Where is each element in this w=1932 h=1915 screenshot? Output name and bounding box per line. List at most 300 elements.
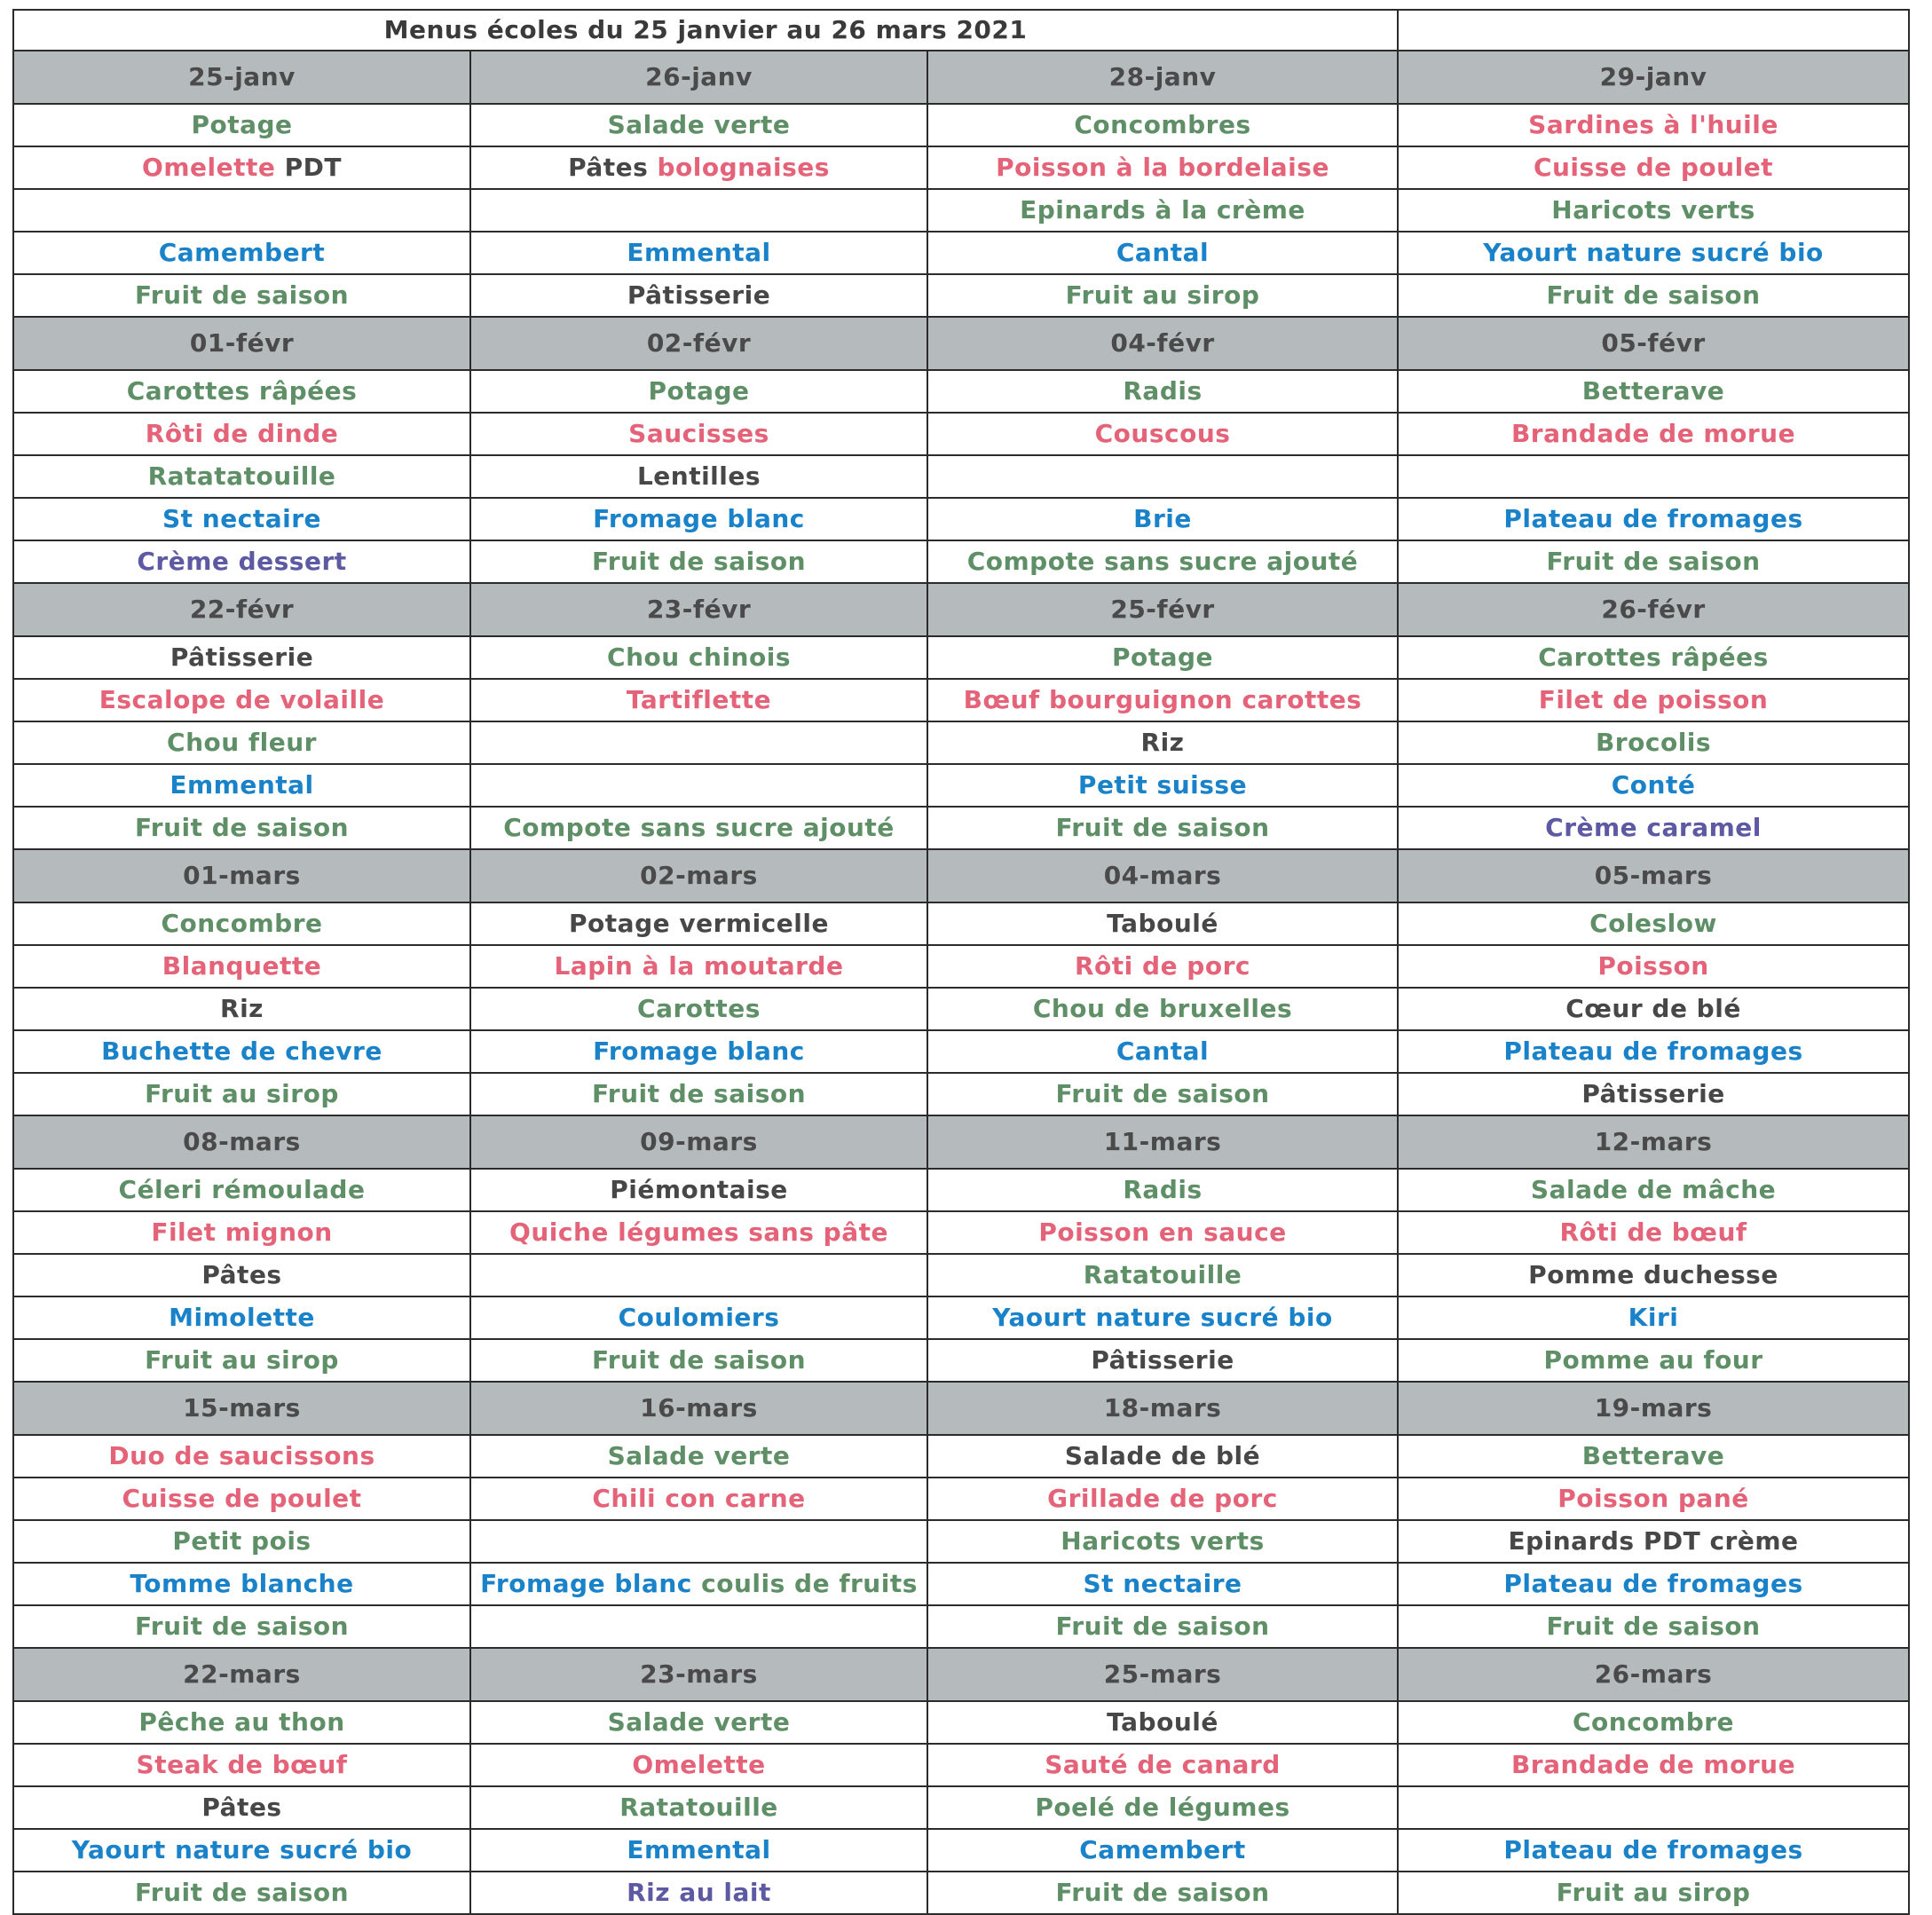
menu-item: Crème dessert xyxy=(137,547,347,576)
menu-cell xyxy=(13,721,470,764)
menu-cell xyxy=(1398,1701,1909,1744)
menu-row xyxy=(13,370,1909,413)
menu-cell xyxy=(13,636,470,679)
menu-row xyxy=(13,274,1909,317)
menu-cell xyxy=(13,189,470,232)
menu-item: Buchette de chevre xyxy=(101,1036,382,1066)
menu-cell xyxy=(13,1296,470,1339)
menu-row xyxy=(13,679,1909,721)
menu-item: Omelette xyxy=(632,1750,766,1779)
menu-item: Pâtes xyxy=(201,1260,282,1289)
menu-cell xyxy=(927,189,1398,232)
menu-item: Yaourt nature sucré bio xyxy=(1483,238,1824,267)
menu-item: Mimolette xyxy=(169,1303,315,1332)
menu-row xyxy=(13,1605,1909,1648)
menu-item: Filet mignon xyxy=(151,1218,333,1247)
menu-cell xyxy=(1398,498,1909,540)
menu-item: Potage vermicelle xyxy=(569,909,829,938)
menu-row xyxy=(13,1520,1909,1563)
menu-item: Sauté de canard xyxy=(1045,1750,1281,1779)
menu-cell xyxy=(1398,1296,1909,1339)
menu-cell xyxy=(1398,636,1909,679)
date-header: 19-mars xyxy=(1398,1382,1909,1435)
menu-item: Conté xyxy=(1611,770,1696,800)
menu-item: Plateau de fromages xyxy=(1503,1569,1803,1598)
date-header: 28-janv xyxy=(927,51,1398,104)
menu-item: Pâtisserie xyxy=(170,642,314,672)
menu-item: Betterave xyxy=(1581,1441,1725,1470)
menu-item: bolognaises xyxy=(657,153,830,182)
menu-cell xyxy=(1398,1744,1909,1786)
menu-row xyxy=(13,945,1909,988)
menu-item: Taboulé xyxy=(1107,1707,1218,1737)
menu-row xyxy=(13,988,1909,1030)
menu-cell xyxy=(13,1563,470,1605)
menu-cell xyxy=(1398,1211,1909,1254)
menu-row xyxy=(13,902,1909,945)
date-header: 02-mars xyxy=(470,849,927,902)
menu-cell xyxy=(927,498,1398,540)
menu-item: Concombres xyxy=(1074,110,1251,139)
menu-item: Coleslow xyxy=(1589,909,1717,938)
menu-item: Haricots verts xyxy=(1061,1526,1265,1556)
menu-cell xyxy=(927,540,1398,583)
date-header: 22-févr xyxy=(13,583,470,636)
menu-cell xyxy=(13,1435,470,1478)
menu-cell xyxy=(470,721,927,764)
menu-row xyxy=(13,1478,1909,1520)
menu-item: Brandade de morue xyxy=(1510,419,1796,448)
menu-cell xyxy=(1398,1520,1909,1563)
menu-cell xyxy=(13,945,470,988)
menu-cell xyxy=(470,807,927,849)
menu-item: Ratatatouille xyxy=(147,461,336,491)
menu-cell xyxy=(1398,764,1909,807)
date-header: 25-févr xyxy=(927,583,1398,636)
menu-cell xyxy=(1398,146,1909,189)
menu-item: Fruit au sirop xyxy=(145,1079,339,1108)
menu-item: Duo de saucissons xyxy=(108,1441,375,1470)
menu-item: Poisson pané xyxy=(1557,1484,1749,1513)
menu-cell xyxy=(1398,1073,1909,1115)
menu-cell xyxy=(1398,1435,1909,1478)
menu-cell xyxy=(470,274,927,317)
menu-item: Piémontaise xyxy=(610,1175,788,1204)
menu-cell xyxy=(927,1254,1398,1296)
menu-item: Yaourt nature sucré bio xyxy=(992,1303,1333,1332)
menu-item: Brandade de morue xyxy=(1510,1750,1796,1779)
menu-item: Fruit de saison xyxy=(134,280,350,310)
menu-item: Quiche légumes sans pâte xyxy=(509,1218,888,1247)
menu-item: coulis de fruits xyxy=(691,1569,918,1598)
menu-cell xyxy=(13,274,470,317)
date-header: 22-mars xyxy=(13,1648,470,1701)
menu-item: Fromage blanc xyxy=(593,1036,805,1066)
menu-row xyxy=(13,1296,1909,1339)
menu-cell xyxy=(1398,540,1909,583)
menu-item: Fruit de saison xyxy=(1546,280,1761,310)
menu-item: Radis xyxy=(1123,1175,1203,1204)
menu-cell xyxy=(1398,1872,1909,1914)
menu-item: Tartiflette xyxy=(626,685,772,714)
menu-row xyxy=(13,1744,1909,1786)
menu-cell xyxy=(927,764,1398,807)
menu-item: Fruit de saison xyxy=(591,547,807,576)
menu-row xyxy=(13,1829,1909,1872)
date-header-row xyxy=(13,1115,1909,1169)
menu-cell xyxy=(927,1520,1398,1563)
menu-item: Fruit de saison xyxy=(1546,1612,1761,1641)
menu-item: Sardines à l'huile xyxy=(1528,110,1778,139)
menu-row xyxy=(13,1701,1909,1744)
menu-cell xyxy=(470,540,927,583)
menu-item: Emmental xyxy=(627,1835,771,1864)
menu-item: Céleri rémoulade xyxy=(118,1175,366,1204)
menu-table-body xyxy=(13,10,1909,1914)
date-header-row xyxy=(13,51,1909,104)
menu-item: Salade verte xyxy=(607,110,791,139)
date-header: 23-févr xyxy=(470,583,927,636)
menu-row xyxy=(13,498,1909,540)
menu-cell xyxy=(927,1211,1398,1254)
menu-item: Couscous xyxy=(1094,419,1231,448)
menu-item: Salade verte xyxy=(607,1707,791,1737)
menu-row xyxy=(13,455,1909,498)
menu-item: Ratatouille xyxy=(1083,1260,1242,1289)
menu-cell xyxy=(13,679,470,721)
menu-item: Potage xyxy=(648,376,750,406)
date-header: 23-mars xyxy=(470,1648,927,1701)
menu-cell xyxy=(927,274,1398,317)
menu-item: Emmental xyxy=(627,238,771,267)
menu-item: Carottes xyxy=(637,994,761,1023)
menu-cell xyxy=(1398,807,1909,849)
menu-item: St nectaire xyxy=(162,504,321,533)
menu-item: Brie xyxy=(1133,504,1192,533)
menu-item: Kiri xyxy=(1628,1303,1679,1332)
menu-cell xyxy=(470,1872,927,1914)
menu-row xyxy=(13,764,1909,807)
menu-cell xyxy=(13,764,470,807)
menu-cell xyxy=(13,232,470,274)
menu-cell xyxy=(13,370,470,413)
menu-item: Ratatouille xyxy=(619,1793,778,1822)
menu-cell xyxy=(13,540,470,583)
menu-item: Compote sans sucre ajouté xyxy=(966,547,1359,576)
menu-cell xyxy=(1398,902,1909,945)
menu-cell xyxy=(470,1254,927,1296)
menu-cell xyxy=(1398,1829,1909,1872)
menu-item: Fruit de saison xyxy=(134,1878,350,1907)
menu-cell xyxy=(470,1030,927,1073)
menu-item: Bœuf bourguignon carottes xyxy=(963,685,1362,714)
date-header: 26-mars xyxy=(1398,1648,1909,1701)
menu-document xyxy=(12,9,1908,1915)
menu-cell xyxy=(927,1701,1398,1744)
date-header: 05-mars xyxy=(1398,849,1909,902)
menu-cell xyxy=(1398,679,1909,721)
menu-item: Betterave xyxy=(1581,376,1725,406)
menu-item: Fruit de saison xyxy=(591,1345,807,1375)
menu-row xyxy=(13,807,1909,849)
menu-cell xyxy=(927,413,1398,455)
menu-cell xyxy=(927,1872,1398,1914)
menu-item: Fruit de saison xyxy=(591,1079,807,1108)
menu-item: Fromage blanc xyxy=(593,504,805,533)
menu-row xyxy=(13,232,1909,274)
menu-cell xyxy=(1398,1478,1909,1520)
menu-cell xyxy=(13,807,470,849)
menu-item: Coulomiers xyxy=(618,1303,780,1332)
menu-cell xyxy=(470,1786,927,1829)
date-header: 02-févr xyxy=(470,317,927,370)
menu-cell xyxy=(470,902,927,945)
menu-item: Chou fleur xyxy=(167,728,317,757)
menu-cell xyxy=(470,679,927,721)
menu-row xyxy=(13,1254,1909,1296)
menu-cell xyxy=(927,988,1398,1030)
menu-cell xyxy=(927,1605,1398,1648)
menu-row xyxy=(13,540,1909,583)
menu-item: Rôti de dinde xyxy=(145,419,339,448)
menu-item: Yaourt nature sucré bio xyxy=(71,1835,413,1864)
date-header: 16-mars xyxy=(470,1382,927,1435)
menu-item: Emmental xyxy=(170,770,314,800)
date-header-row xyxy=(13,1382,1909,1435)
date-header-row xyxy=(13,583,1909,636)
date-header: 01-févr xyxy=(13,317,470,370)
menu-cell xyxy=(1398,988,1909,1030)
menu-cell xyxy=(927,679,1398,721)
menu-item: Pâtisserie xyxy=(1581,1079,1725,1108)
menu-item: Rôti de bœuf xyxy=(1559,1218,1747,1247)
menu-row xyxy=(13,1169,1909,1211)
menu-row xyxy=(13,636,1909,679)
menu-cell xyxy=(470,988,927,1030)
menu-cell xyxy=(13,1254,470,1296)
menu-item: Pomme au four xyxy=(1543,1345,1763,1375)
menu-row xyxy=(13,1073,1909,1115)
menu-cell xyxy=(470,146,927,189)
menu-item: Riz xyxy=(220,994,264,1023)
menu-cell xyxy=(1398,1563,1909,1605)
menu-cell xyxy=(927,455,1398,498)
menu-cell xyxy=(927,945,1398,988)
menu-cell xyxy=(927,1744,1398,1786)
menu-item: Saucisses xyxy=(628,419,769,448)
menu-item: Taboulé xyxy=(1107,909,1218,938)
menu-cell xyxy=(927,721,1398,764)
date-header: 12-mars xyxy=(1398,1115,1909,1169)
menu-item: Petit suisse xyxy=(1077,770,1248,800)
menu-item: Salade de mâche xyxy=(1530,1175,1777,1204)
menu-row xyxy=(13,721,1909,764)
menu-item: Fruit au sirop xyxy=(1065,280,1260,310)
menu-item: Lentilles xyxy=(636,461,761,491)
page-title: Menus écoles du 25 janvier au 26 mars 2021 xyxy=(13,10,1398,51)
menu-cell xyxy=(470,1605,927,1648)
menu-item: St nectaire xyxy=(1083,1569,1242,1598)
menu-cell xyxy=(470,1829,927,1872)
date-header-row xyxy=(13,317,1909,370)
menu-row xyxy=(13,104,1909,146)
menu-item: Poisson à la bordelaise xyxy=(996,153,1329,182)
date-header: 04-févr xyxy=(927,317,1398,370)
menu-row xyxy=(13,146,1909,189)
menu-item: Cuisse de poulet xyxy=(1533,153,1774,182)
menu-cell xyxy=(13,1520,470,1563)
menu-cell xyxy=(470,189,927,232)
date-header: 25-janv xyxy=(13,51,470,104)
menu-item: Camembert xyxy=(1079,1835,1246,1864)
menu-cell xyxy=(1398,104,1909,146)
menu-row xyxy=(13,1563,1909,1605)
menu-cell xyxy=(1398,1339,1909,1382)
menu-item: Blanquette xyxy=(162,951,322,981)
menu-item: Pâtes xyxy=(568,153,658,182)
menu-cell xyxy=(13,498,470,540)
menu-item: Plateau de fromages xyxy=(1503,1835,1803,1864)
menu-item: Haricots verts xyxy=(1551,195,1755,225)
title-row xyxy=(13,10,1909,51)
menu-cell xyxy=(13,1829,470,1872)
menu-cell xyxy=(927,1169,1398,1211)
menu-cell xyxy=(927,902,1398,945)
menu-item: Pêche au thon xyxy=(138,1707,345,1737)
menu-cell xyxy=(470,1701,927,1744)
menu-cell xyxy=(927,1296,1398,1339)
menu-item: Petit pois xyxy=(172,1526,311,1556)
menu-row xyxy=(13,1786,1909,1829)
menu-row xyxy=(13,1339,1909,1382)
menu-cell xyxy=(927,807,1398,849)
menu-item: Cuisse de poulet xyxy=(122,1484,362,1513)
menu-item: Salade verte xyxy=(607,1441,791,1470)
menu-cell xyxy=(13,1030,470,1073)
menu-item: Lapin à la moutarde xyxy=(554,951,844,981)
date-header: 18-mars xyxy=(927,1382,1398,1435)
menu-cell xyxy=(470,498,927,540)
menu-item: Carottes râpées xyxy=(1538,642,1769,672)
menu-cell xyxy=(927,636,1398,679)
menu-item: Potage xyxy=(1111,642,1214,672)
menu-cell xyxy=(13,988,470,1030)
menu-item: Concombre xyxy=(161,909,323,938)
menu-item: Pâtisserie xyxy=(1091,1345,1234,1375)
menu-cell xyxy=(470,1744,927,1786)
menu-cell xyxy=(927,1339,1398,1382)
menu-cell xyxy=(470,1520,927,1563)
menu-item: Riz xyxy=(1140,728,1185,757)
menu-item: Fruit de saison xyxy=(1055,1612,1270,1641)
menu-cell xyxy=(13,1744,470,1786)
date-header: 29-janv xyxy=(1398,51,1909,104)
menu-item: Concombre xyxy=(1572,1707,1735,1737)
date-header: 26-janv xyxy=(470,51,927,104)
menu-item: Cantal xyxy=(1116,238,1210,267)
date-header-row xyxy=(13,1648,1909,1701)
menu-cell xyxy=(13,1169,470,1211)
menu-item: Epinards PDT crème xyxy=(1508,1526,1799,1556)
menu-cell xyxy=(470,764,927,807)
menu-item: Grillade de porc xyxy=(1047,1484,1278,1513)
menu-cell xyxy=(13,1478,470,1520)
menu-cell xyxy=(927,1786,1398,1829)
menu-table xyxy=(12,9,1910,1915)
menu-cell xyxy=(13,146,470,189)
date-header: 25-mars xyxy=(927,1648,1398,1701)
menu-cell xyxy=(927,146,1398,189)
menu-item: Pomme duchesse xyxy=(1528,1260,1778,1289)
menu-item: Radis xyxy=(1123,376,1203,406)
date-header: 26-févr xyxy=(1398,583,1909,636)
menu-row xyxy=(13,1872,1909,1914)
menu-cell xyxy=(1398,1254,1909,1296)
menu-row xyxy=(13,413,1909,455)
menu-cell xyxy=(1398,721,1909,764)
menu-item: Compote sans sucre ajouté xyxy=(503,813,895,842)
menu-cell xyxy=(470,232,927,274)
date-header: 11-mars xyxy=(927,1115,1398,1169)
menu-cell xyxy=(1398,455,1909,498)
menu-cell xyxy=(927,1478,1398,1520)
menu-item: Salade de blé xyxy=(1064,1441,1261,1470)
menu-cell xyxy=(470,1339,927,1382)
menu-item: Rôti de porc xyxy=(1075,951,1250,981)
menu-item: Fruit de saison xyxy=(1055,1878,1270,1907)
menu-item: Fruit de saison xyxy=(134,813,350,842)
menu-item: Chou de bruxelles xyxy=(1032,994,1293,1023)
menu-item: Fruit de saison xyxy=(134,1612,350,1641)
menu-item: Plateau de fromages xyxy=(1503,504,1803,533)
menu-cell xyxy=(13,413,470,455)
menu-cell xyxy=(470,1073,927,1115)
menu-row xyxy=(13,1211,1909,1254)
menu-cell xyxy=(927,1073,1398,1115)
menu-cell xyxy=(927,1563,1398,1605)
menu-item: Pâtes xyxy=(201,1793,282,1822)
menu-cell xyxy=(13,1872,470,1914)
title-empty-cell xyxy=(1398,10,1909,51)
menu-cell xyxy=(470,1296,927,1339)
menu-cell xyxy=(927,1435,1398,1478)
menu-cell xyxy=(927,1829,1398,1872)
menu-cell xyxy=(13,902,470,945)
menu-cell xyxy=(470,945,927,988)
menu-cell xyxy=(470,1435,927,1478)
menu-item: Crème caramel xyxy=(1545,813,1762,842)
menu-item: Chou chinois xyxy=(607,642,791,672)
menu-item: Fruit de saison xyxy=(1546,547,1761,576)
date-header-row xyxy=(13,849,1909,902)
menu-cell xyxy=(927,1030,1398,1073)
menu-item: Cœur de blé xyxy=(1565,994,1741,1023)
menu-item: Fruit de saison xyxy=(1055,1079,1270,1108)
menu-item: Riz au lait xyxy=(627,1878,771,1907)
date-header: 05-févr xyxy=(1398,317,1909,370)
menu-cell xyxy=(927,370,1398,413)
date-header: 08-mars xyxy=(13,1115,470,1169)
menu-cell xyxy=(13,1211,470,1254)
menu-cell xyxy=(927,232,1398,274)
menu-cell xyxy=(1398,232,1909,274)
menu-cell xyxy=(1398,189,1909,232)
menu-item: Fromage blanc xyxy=(480,1569,692,1598)
menu-cell xyxy=(1398,1169,1909,1211)
menu-item: Escalope de volaille xyxy=(99,685,385,714)
menu-item: Plateau de fromages xyxy=(1503,1036,1803,1066)
menu-cell xyxy=(470,370,927,413)
